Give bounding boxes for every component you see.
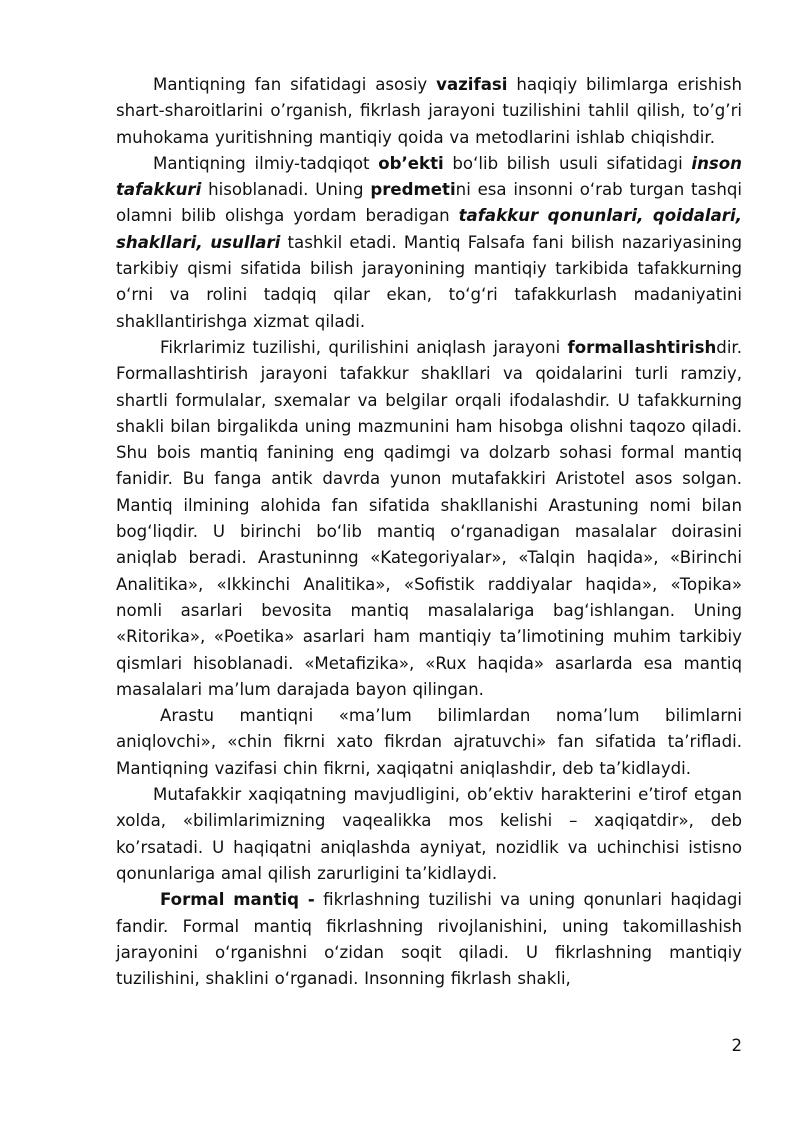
text: Mutafakkir xaqiqatning mavjudligini, ob’ektiv harakterini e’tirof etgan xolda, «bilimlarimizning vaqealikka mos kelishi – xaqiqatdir», deb ko’rsatadi. U haqiqatni aniqlashda ayniyat, nozidlik va uchinchisi istisno qonunlariga amal qilish zarurligini ta’kidlaydi. <box>116 785 742 883</box>
text: Mantiqning ilmiy-tadqiqot <box>153 153 379 173</box>
text: tashkil etadi. Mantiq Falsafa fani bilish nazariyasining tarkibiy qismi sifatida bilish jarayonining mantiqiy tarkibida tafakkurning o‘rni va rolini tadqiq qilar ekan, to‘g‘ri tafakkurlash madaniyatini shakllantirishga xizmat qiladi. <box>116 232 743 331</box>
text: haqiqiy bilimlarga erishish shart-sharoitlarini o’rganish, fikrlash jarayoni tuzilishini tahlil qilish, to’g’ri muhokama yuritishning mantiqiy qoida va metodlarini ishlab chiqishdir. <box>116 75 742 147</box>
bold-italic-term: tafakkur qonunlari, qoidalari, shakllari, usullari <box>116 206 742 252</box>
bold-italic-term: inson tafakkuri <box>116 153 742 200</box>
bold-term-predmeti: predmeti <box>370 180 456 200</box>
text: dir. Formallashtirish jarayoni tafakkur shakllari va qoidalarini turli ramziy, shartli formulalar, sxemalar va belgilar orqali ifodalashdir. U tafakkurning shakli bilan birgalikda uning mazmunini ham hisobga olishni taqozo qiladi. Shu bois mantiq fanining eng qadimgi va dolzarb sohasi formal mantiq fanidir. Bu fanga antik davrda yunon mutafakkiri Aristotel asos solgan. Mantiq ilmining alohida fan sifatida shakllanishi Arastuning nomi bilan bog‘liqdir. U birinchi bo‘lib mantiq o‘rganadigan masalalar doirasini aniqlab beradi. Arastuninng «Kategoriyalar», «Talqin haqida», «Birinchi Analitika», «Ikkinchi Analitika», «Sofistik raddiyalar haqida», «Topika» nomli asarlari bevosita mantiq masalalariga bag‘ishlangan. Uning «Ritorika», «Poetika» asarlari ham mantiqiy ta’limotining muhim tarkibiy qismlari hisoblanadi. «Metafizika», «Rux haqida» asarlarda esa mantiq masalalari ma’lum darajada bayon qilingan. <box>116 337 742 699</box>
text: Fikrlarimiz tuzilishi, qurilishini aniqlash jarayoni <box>160 337 568 357</box>
text: bo‘lib bilish usuli sifatidagi <box>443 153 692 173</box>
paragraph-5 <box>116 782 742 887</box>
text: ni esa insonni o‘rab turgan tashqi olamni bilib olishga yordam beradigan <box>116 180 742 226</box>
text: hisoblanadi. Uning <box>201 180 371 200</box>
bold-term-formal-mantiq: Formal mantiq - <box>160 890 315 910</box>
paragraph-4 <box>116 703 742 782</box>
page-number: 2 <box>731 1036 742 1055</box>
paragraph-2 <box>116 151 742 335</box>
bold-term-obekti: ob’ekti <box>378 153 444 173</box>
bold-term-vazifasi: vazifasi <box>436 75 508 94</box>
paragraph-6 <box>116 887 742 992</box>
text: Arastu mantiqni «ma’lum bilimlardan noma’lum bilimlarni aniqlovchi», «chin fikrni xato fikrdan ajratuvchi» fan sifatida ta’rifladi. Mantiqning vazifasi chin fikrni, xaqiqatni aniqlashdir, deb ta’kidlaydi. <box>116 706 742 778</box>
bold-term-formallashtirish: formallashtirish <box>567 337 717 357</box>
paragraph-1 <box>116 72 742 151</box>
paragraph-3 <box>116 335 742 703</box>
document-body <box>116 72 742 992</box>
text: fikrlashning tuzilishi va uning qonunlari haqidagi fandir. Formal mantiq fikrlashning rivojlanishini, uning takomillashish jarayonini o‘rganishni o‘zidan soqit qiladi. U fikrlashning mantiqiy tuzilishini, shaklini o‘rganadi. Insonning fikrlash shakli, <box>116 890 742 989</box>
text: Mantiqning fan sifatidagi asosiy <box>153 75 437 94</box>
